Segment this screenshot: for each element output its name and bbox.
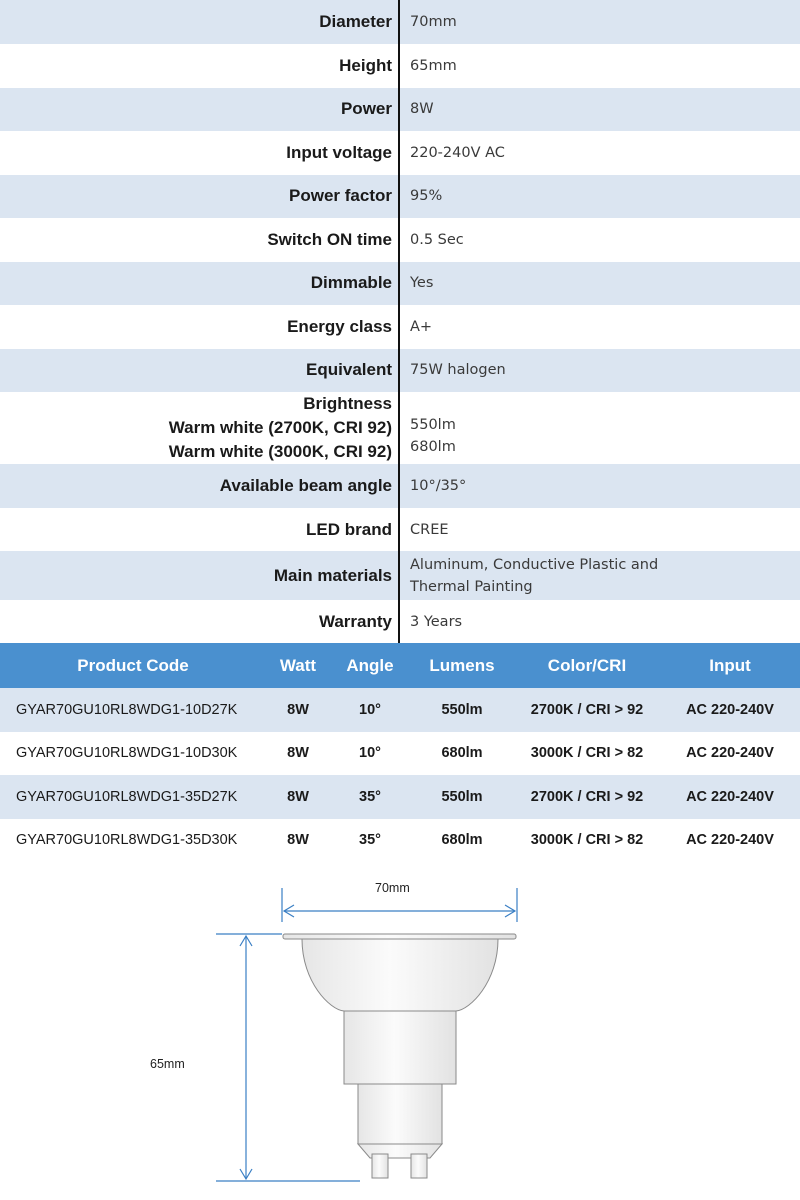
spec-value: 95% xyxy=(410,188,443,205)
cell-lumens: 680lm xyxy=(441,745,483,762)
spec-value: CREE xyxy=(410,521,449,538)
spec-label-brightness xyxy=(0,392,398,464)
spec-row-warranty xyxy=(0,600,800,644)
spec-row-brightness xyxy=(0,392,800,464)
spec-label: Height xyxy=(339,55,392,75)
spec-label: Main materials xyxy=(273,565,392,585)
cell-product-code: GYAR70GU10RL8WDG1-35D27K xyxy=(16,788,238,805)
cell-color-cri: 3000K / CRI > 82 xyxy=(530,832,644,849)
header-color-cri: Color/CRI xyxy=(547,655,627,675)
cell-color-cri: 3000K / CRI > 82 xyxy=(530,745,644,762)
table-row xyxy=(0,819,800,863)
spec-label: Input voltage xyxy=(286,142,392,162)
spec-label: Switch ON time xyxy=(267,229,392,249)
width-dimension-line xyxy=(282,888,517,922)
spec-value: 8W xyxy=(410,101,434,118)
cell-angle: 35° xyxy=(359,832,381,849)
cell-color-cri: 2700K / CRI > 92 xyxy=(530,701,644,718)
spec-value: Yes xyxy=(410,275,434,292)
table-row xyxy=(0,775,800,819)
spec-value: A+ xyxy=(410,318,433,335)
cell-input: AC 220-240V xyxy=(686,701,774,718)
header-input: Input xyxy=(709,655,751,675)
spec-value: 70mm xyxy=(410,14,457,30)
lamp-diagram xyxy=(0,870,800,1200)
cell-watt: 8W xyxy=(287,701,309,718)
spec-row-diameter xyxy=(0,0,800,44)
spec-label: Energy class xyxy=(287,316,392,336)
spec-label: Available beam angle xyxy=(219,476,392,495)
cell-lumens: 550lm xyxy=(441,701,483,718)
spec-row-power xyxy=(0,88,800,132)
spec-row-led-brand xyxy=(0,508,800,551)
header-angle: Angle xyxy=(346,655,394,675)
product-table xyxy=(0,643,800,862)
cell-product-code: GYAR70GU10RL8WDG1-35D30K xyxy=(16,832,238,849)
width-dimension-label: 70mm xyxy=(375,881,410,895)
cell-watt: 8W xyxy=(287,832,309,849)
header-lumens: Lumens xyxy=(429,655,495,675)
cell-angle: 10° xyxy=(359,701,381,718)
header-product-code: Product Code xyxy=(77,655,189,675)
brightness-value: 680lm xyxy=(410,439,456,455)
spec-value: 10°/35° xyxy=(410,478,467,494)
spec-value: 75W halogen xyxy=(410,362,506,379)
materials-line: Aluminum, Conductive Plastic and xyxy=(410,556,659,573)
dimension-drawing xyxy=(0,870,800,1200)
cell-angle: 35° xyxy=(359,788,381,805)
cell-input: AC 220-240V xyxy=(686,832,774,849)
brightness-value: 550lm xyxy=(410,417,456,433)
cell-watt: 8W xyxy=(287,745,309,762)
header-watt: Watt xyxy=(279,655,317,675)
spec-row-height xyxy=(0,44,800,88)
cell-color-cri: 2700K / CRI > 92 xyxy=(530,788,644,805)
cell-angle: 10° xyxy=(359,745,381,762)
spec-row-energy-class xyxy=(0,305,800,349)
spec-row-power-factor xyxy=(0,175,800,219)
cell-watt: 8W xyxy=(287,788,309,805)
cell-product-code: GYAR70GU10RL8WDG1-10D30K xyxy=(16,745,238,762)
spec-row-input-voltage xyxy=(0,131,800,175)
spec-value: 220-240V AC xyxy=(410,144,505,161)
spec-row-main-materials xyxy=(0,551,800,600)
brightness-title: Brightness xyxy=(303,394,392,413)
spec-value: 0.5 Sec xyxy=(410,231,464,248)
spec-row-dimmable xyxy=(0,262,800,306)
gu10-lamp-outline xyxy=(283,934,516,1178)
cell-input: AC 220-240V xyxy=(686,788,774,805)
table-row xyxy=(0,688,800,732)
brightness-sub-label: Warm white (3000K, CRI 92) xyxy=(168,442,392,461)
spec-label: LED brand xyxy=(306,519,392,539)
cell-lumens: 550lm xyxy=(441,788,483,805)
cell-product-code: GYAR70GU10RL8WDG1-10D27K xyxy=(16,701,238,718)
materials-line: Thermal Painting xyxy=(410,578,533,595)
spec-row-equivalent xyxy=(0,349,800,393)
table-row xyxy=(0,732,800,776)
spec-row-beam-angle xyxy=(0,464,800,508)
spec-row-switch-on-time xyxy=(0,218,800,262)
spec-value: 65mm xyxy=(410,57,457,74)
spec-value: 3 Years xyxy=(410,614,463,630)
spec-label: Power factor xyxy=(289,186,392,206)
spec-label: Equivalent xyxy=(306,360,392,380)
spec-label: Warranty xyxy=(318,612,392,631)
height-dimension-label: 65mm xyxy=(150,1057,185,1071)
spec-value-brightness xyxy=(400,392,800,464)
spec-value-materials xyxy=(400,551,800,600)
spec-label: Power xyxy=(340,99,392,119)
brightness-sub-label: Warm white (2700K, CRI 92) xyxy=(168,418,392,437)
spec-label: Diameter xyxy=(319,12,392,31)
cell-lumens: 680lm xyxy=(441,832,483,849)
cell-input: AC 220-240V xyxy=(686,745,774,762)
product-table-header xyxy=(0,643,800,688)
spec-label: Dimmable xyxy=(310,273,392,293)
